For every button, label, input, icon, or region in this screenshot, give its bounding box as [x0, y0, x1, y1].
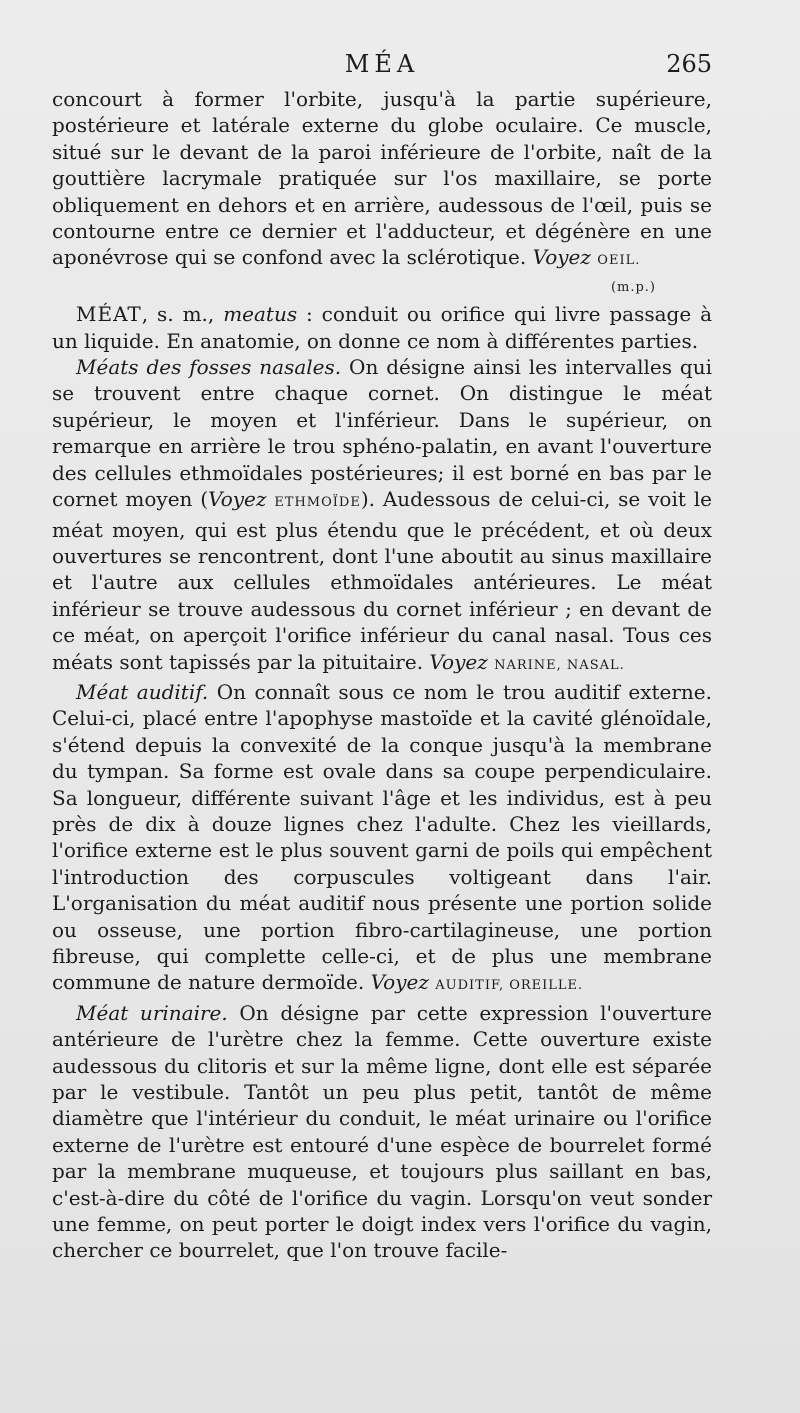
- entry-meats-fosses-nasales: [52, 354, 712, 679]
- subentry-text: On désigne par cette expression l'ouverture antérieure de l'urètre chez la femme. Cette ouverture existe audessous du clitoris et sur la même ligne, dont elle est séparée par le vestibule. Tantôt un peu plus petit, tantôt de même diamètre que l'intérieur du conduit, le méat urinaire ou l'orifice externe de l'urètre est entouré d'une espèce de bourrelet formé par la membrane muqueuse, et toujours plus saillant en bas, c'est-à-dire du côté de l'orifice du vagin. Lorsqu'on veut sonder une femme, on peut porter le doigt index vers l'orifice du vagin, chercher ce bourrelet, que l'on trouve facile-: [52, 1000, 712, 1263]
- latin-term: meatus: [223, 302, 298, 327]
- subentry-text: On désigne ainsi les intervalles qui se trouvent entre chaque cornet. On distingue le méat supérieur, le moyen et l'inférieur. Dans le supérieur, on remarque en arrière le trou sphéno-palatin, en avant l'ouverture des cellules ethmoïdales postérieures; il est borné en bas par le cornet moyen (: [52, 355, 712, 512]
- page-number: 265: [666, 50, 712, 78]
- subentry-title: Méats des fosses nasales.: [76, 355, 342, 380]
- see-also-label: Voyez: [532, 245, 591, 270]
- see-also-label: Voyez: [429, 649, 488, 674]
- continuation-text: concourt à former l'orbite, jusqu'à la partie supérieure, postérieure et latérale externe du globe oculaire. Ce muscle, situé sur le devant de la paroi inférieure de l'orbite, naît de la gouttière lacrymale pratiquée sur l'os maxillaire, se porte obliquement en dehors et en arrière, audessous de l'œil, puis se contourne entre ce dernier et l'adducteur, et dégénère en une aponévrose qui se confond avec la sclérotique.: [52, 87, 712, 270]
- entry-meat: [52, 301, 712, 354]
- entry-meat-auditif: [52, 679, 712, 1000]
- page-header: [52, 50, 712, 82]
- headword: MÉAT: [76, 302, 142, 327]
- subentry-text: ). Audessous de celui-ci, se voit le méat moyen, qui est plus étendu que le précédent, et où deux ouvertures se rencontrent, dont l'une aboutit au sinus maxillaire et l'autre aux cellules ethmoïdales antérieures. Le méat inférieur se trouve audessous du cornet inférieur ; en devant de ce méat, on aperçoit l'orifice inférieur du canal nasal. Tous ces méats sont tapissés par la pituitaire.: [52, 487, 712, 674]
- see-also-label: Voyez: [370, 970, 429, 995]
- continuation-paragraph: [52, 86, 712, 275]
- see-also-ref: AUDITIF, OREILLE.: [435, 978, 584, 994]
- see-also-ref: ETHMOÏDE: [274, 495, 361, 511]
- subentry-title: Méat urinaire.: [76, 1000, 228, 1025]
- see-also-ref: OEIL.: [597, 253, 641, 269]
- running-head: MÉA: [344, 50, 420, 78]
- subentry-text: On connaît sous ce nom le trou auditif externe. Celui-ci, placé entre l'apophyse mastoïde et la cavité glénoïdale, s'étend depuis la convexité de la conque jusqu'à la membrane du tympan. Sa forme est ovale dans sa coupe perpendiculaire. Sa longueur, différente suivant l'âge et les individus, est à peu près de dix à douze lignes chez l'adulte. Chez les vieillards, l'orifice externe est le plus souvent garni de poils qui empêchent l'introduction des corpuscules voltigeant dans l'air. L'organisation du méat auditif nous présente une portion solide ou osseuse, une portion fibro-cartilagineuse, une portion fibreuse, qui complette celle-ci, et de plus une membrane commune de nature dermoïde.: [52, 679, 712, 995]
- page-body: [52, 86, 712, 1264]
- subentry-title: Méat auditif.: [76, 679, 209, 704]
- see-also-label: Voyez: [208, 487, 267, 512]
- part-of-speech: , s. m.,: [141, 302, 224, 327]
- see-also-ref: NARINE, NASAL.: [494, 657, 625, 673]
- entry-meat-urinaire: [52, 1000, 712, 1264]
- entry-text: : conduit ou orifice qui livre passage à un liquide. En anatomie, on donne ce nom à différentes parties.: [52, 302, 712, 353]
- author-signature: (m.p.): [610, 279, 656, 295]
